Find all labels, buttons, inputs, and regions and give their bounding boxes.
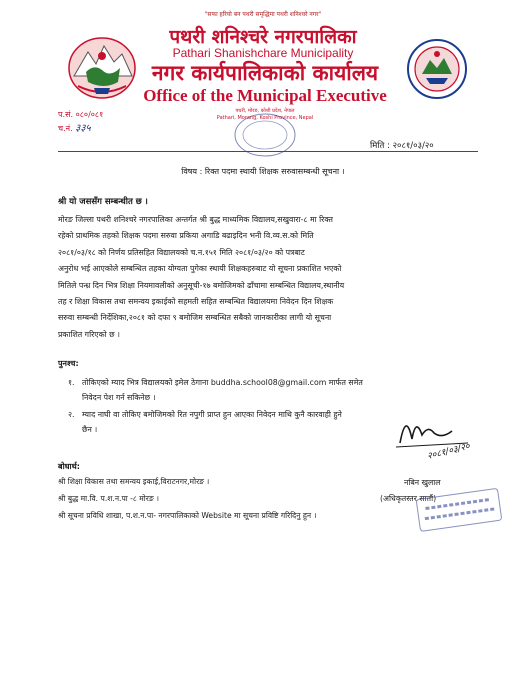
signatory-post: (अधिकृतस्तर सातौं) bbox=[380, 494, 437, 503]
cn-value: ३३५ bbox=[75, 123, 91, 134]
postscript-label: पुनश्च: bbox=[58, 359, 79, 368]
officer-stamp-icon bbox=[410, 482, 506, 538]
item-number: २. bbox=[68, 410, 75, 419]
body-line: मितिले पन्ध्र दिन भित्र शिक्षा नियमावलीको अनुसूची-१७ बमोजिमको ढाँचामा सम्बन्धित विद्यालय,स्थानीय bbox=[58, 280, 345, 290]
postscript-item bbox=[68, 375, 468, 405]
body-line: तह र शिक्षा विकास तथा समन्वय इकाईको सहमती सहित सम्बन्धित विद्यालयमा निवेदन दिन शिक्षक bbox=[58, 297, 334, 307]
subject-line bbox=[58, 166, 468, 177]
cc-item: श्री शिक्षा विकास तथा समन्वय इकाई,विराटनगर,मोरङ । bbox=[58, 477, 210, 486]
item-line: म्याद नाघी वा तोकिए बमोजिमको रित नपुगी प्राप्त हुन आएका निवेदन माथि कुनै कारवाही हुने bbox=[82, 410, 342, 419]
header-divider bbox=[58, 151, 478, 152]
cc-item: श्री सूचना प्रविधि शाखा, प.श.न.पा- नगरपालिकाको Website मा सूचना प्रविष्टि गरिदिनु हुन । bbox=[58, 511, 317, 520]
municipality-title-np: पथरी शनिश्चरे नगरपालिका bbox=[169, 26, 357, 48]
reference-block bbox=[58, 108, 103, 136]
cn-number bbox=[58, 122, 103, 136]
municipality-title-en: Pathari Shanishchare Municipality bbox=[172, 46, 354, 60]
subject-label: विषय : bbox=[181, 167, 203, 176]
signature-date: २०८१/०३/२० bbox=[426, 441, 471, 462]
cn-label: च.नं. bbox=[58, 124, 73, 133]
body-line: २०८१/०३/१८ को निर्णय प्रतिसहित विद्यालयको च.न.१५१ मिति २०८१/०३/२० को पत्रबाट bbox=[58, 247, 305, 257]
cc-label: बोधार्थ: bbox=[58, 462, 80, 471]
municipality-logo-icon bbox=[406, 38, 468, 100]
letterhead-motto: "सफा हरियो बन पथरी समृद्धिमा पथरी शनिश्चरे नगर" bbox=[204, 11, 322, 18]
body-line: रहेको प्राथमिक तहको शिक्षक पदमा सरुवा प्रकिया अगाडि बढाइदिन भनी वि.व्य.स.को मिति bbox=[58, 231, 314, 241]
body-line: प्रकाशित गरिएको छ । bbox=[58, 329, 120, 339]
body-line: अनुरोध भई आएकोले सम्बन्धित तहका योग्यता पुगेका स्थायी शिक्षकहरुबाट यो सूचना प्रकाशित भएको bbox=[58, 264, 342, 274]
item-number: १. bbox=[68, 378, 75, 387]
item-line: निवेदन पेश गर्न सकिनेछ । bbox=[82, 393, 156, 402]
notice-body bbox=[58, 212, 470, 343]
signatory-name: नबिन खुलाल bbox=[404, 478, 441, 487]
address-en: Pathari, Morang, Koshi Province, Nepal bbox=[216, 115, 314, 121]
cc-item: श्री बुद्ध मा.वि. प.श.न.पा -८ मोरङ । bbox=[58, 494, 159, 503]
ps-label: प.सं. bbox=[58, 110, 74, 119]
salutation: श्री यो जससँग सम्बन्धीत छ । bbox=[58, 197, 148, 207]
item-line: तोकिएको म्याद भित्र विद्यालयको इमेल ठेगाना buddha.school08@gmail.com मार्फत समेत bbox=[82, 378, 363, 387]
subject-text: रिक्त पदमा स्थायी शिक्षक सरुवासम्बन्धी सूचना । bbox=[204, 167, 345, 176]
ps-number bbox=[58, 108, 103, 122]
body-line: मोरङ जिल्ला पथरी शनिश्चरे नगरपालिका अन्तर्गत श्री बुद्ध माध्यमिक विद्यालय,सखुवारा-८ मा रिक्त bbox=[58, 215, 333, 224]
item-line: छैन । bbox=[82, 425, 98, 434]
handwritten-signature bbox=[378, 403, 488, 463]
body-line: सरुवा सम्बन्धी निर्देशिका,२०८१ को दफा ९ बमोजिम सम्बन्धित सबैको जानकारीका लागी यो सूचना bbox=[58, 313, 332, 323]
letter-date: मिति : २०८१/०३/२० bbox=[370, 141, 434, 151]
ps-value: ०८०/०८१ bbox=[75, 110, 104, 119]
address-np: पथरी, मोरङ, कोशी प्रदेश, नेपाल bbox=[235, 108, 295, 114]
office-seal-icon bbox=[230, 110, 300, 160]
office-title-en: Office of the Municipal Executive bbox=[143, 86, 387, 105]
office-title-np: नगर कार्यपालिकाको कार्यालय bbox=[151, 61, 379, 85]
